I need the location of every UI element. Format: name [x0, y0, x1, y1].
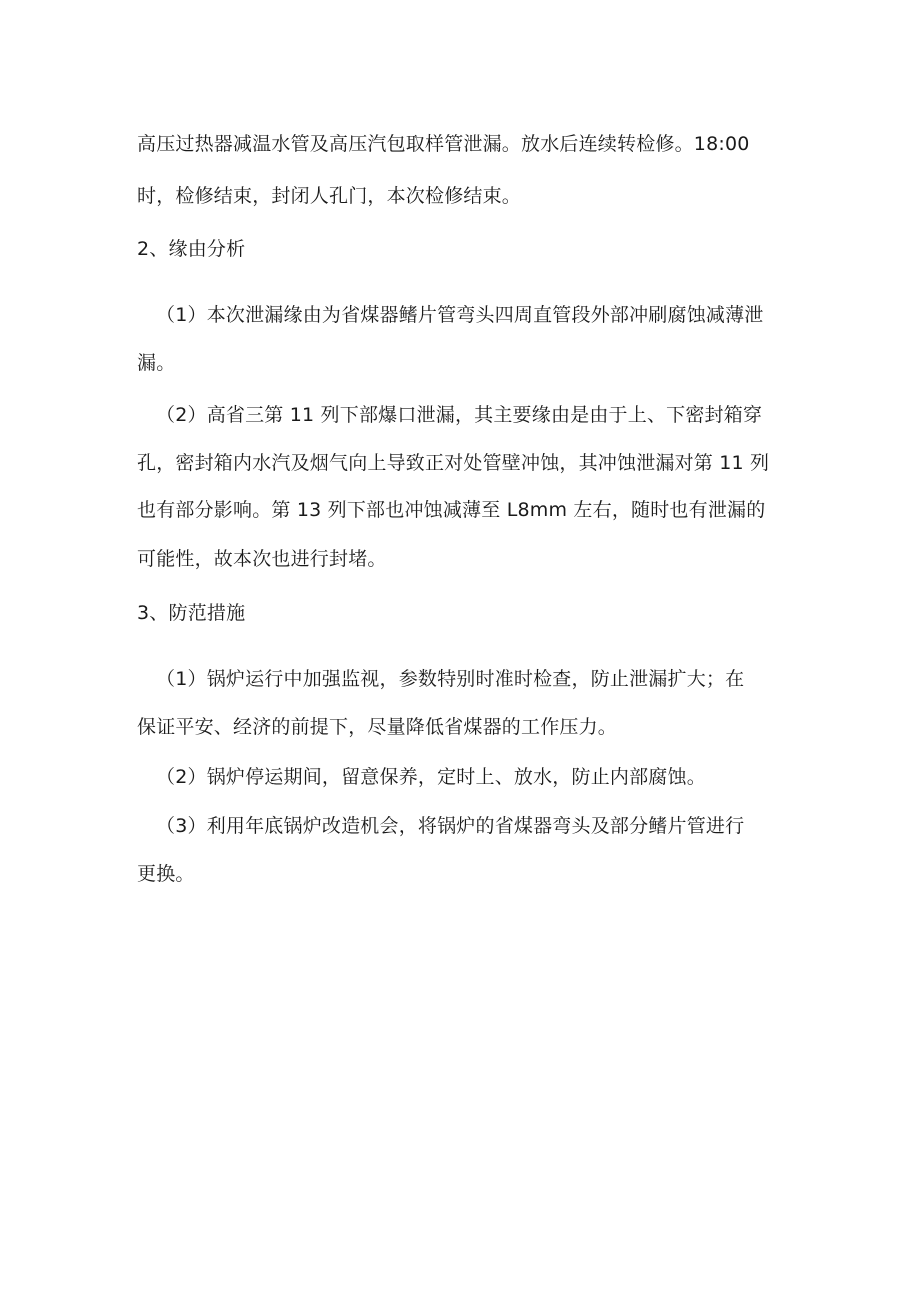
section-2-heading: 2、缘由分析 [137, 238, 246, 260]
section-3-heading: 3、防范措施 [137, 602, 246, 624]
cause-1-line-2: 漏。 [137, 352, 176, 374]
cause-1-line-1: （1）本次泄漏缘由为省煤器鳍片管弯头四周直管段外部冲刷腐蚀减薄泄 [156, 304, 764, 326]
intro-paragraph-line-2: 时，检修结束，封闭人孔门，本次检修结束。 [137, 185, 522, 207]
cause-2-line-2: 孔，密封箱内水汽及烟气向上导致正对处管壁冲蚀，其冲蚀泄漏对第 11 列 [137, 452, 770, 474]
intro-paragraph-line-1: 高压过热器减温水管及高压汽包取样管泄漏。放水后连续转检修。18:00 [137, 133, 750, 155]
cause-2-line-1: （2）高省三第 11 列下部爆口泄漏，其主要缘由是由于上、下密封箱穿 [156, 404, 763, 426]
measure-2-line-1: （2）锅炉停运期间，留意保养，定时上、放水，防止内部腐蚀。 [156, 766, 706, 788]
cause-2-line-3: 也有部分影响。第 13 列下部也冲蚀减薄至 L8mm 左右，随时也有泄漏的 [137, 499, 766, 521]
measure-1-line-1: （1）锅炉运行中加强监视，参数特别时准时检查，防止泄漏扩大；在 [156, 668, 745, 690]
measure-3-line-1: （3）利用年底锅炉改造机会，将锅炉的省煤器弯头及部分鳍片管进行 [156, 815, 745, 837]
measure-1-line-2: 保证平安、经济的前提下，尽量降低省煤器的工作压力。 [137, 716, 618, 738]
measure-3-line-2: 更换。 [137, 863, 195, 885]
cause-2-line-4: 可能性，故本次也进行封堵。 [137, 548, 387, 570]
